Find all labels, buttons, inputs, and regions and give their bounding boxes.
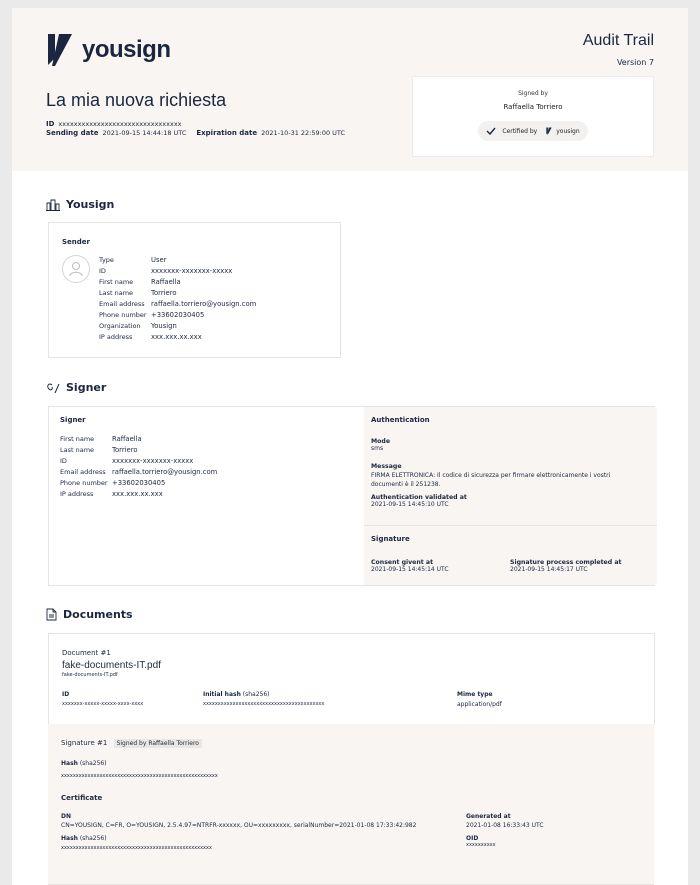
documents-section-title — [46, 608, 133, 621]
initial-hash-label: Initial hash — [203, 691, 241, 698]
sender-field-key: Organization — [99, 321, 141, 330]
authentication-panel — [364, 407, 657, 585]
signer-field — [60, 466, 350, 477]
document-icon — [46, 608, 57, 621]
signer-card — [48, 406, 655, 586]
documents-section-label: Documents — [63, 608, 133, 621]
generated-label: Generated at — [466, 813, 511, 820]
certified-brand: yousign — [556, 127, 580, 135]
expiration-date-value: 2021-10-31 22:59:00 UTC — [261, 129, 346, 137]
sender-field-value: Torriero — [151, 288, 177, 297]
signer-field-value: raffaella.torriero@yousign.com — [112, 467, 218, 476]
signer-field — [60, 444, 350, 455]
sender-field-key: First name — [99, 277, 134, 286]
document-card — [48, 633, 655, 725]
cert-hash-value: xxxxxxxxxxxxxxxxxxxxxxxxxxxxxxxxxxxxxxxxxxxxxxxxxxx — [61, 845, 212, 851]
certified-by-pill — [478, 121, 588, 141]
signature-number: Signature #1 — [61, 739, 108, 747]
initial-hash-value: xxxxxxxxxxxxxxxxxxxxxxxxxxxxxxxxxxxxxxxxx — [203, 701, 325, 707]
yousign-small-icon — [545, 127, 553, 135]
mode-value: sms — [371, 445, 384, 452]
signer-field — [60, 455, 350, 466]
hash-value: xxxxxxxxxxxxxxxxxxxxxxxxxxxxxxxxxxxxxxxxxxxxxxxxxxxxx — [61, 773, 218, 779]
audit-trail-title: Audit Trail — [582, 32, 654, 49]
signer-fields — [60, 433, 350, 499]
id-label: ID — [46, 120, 55, 128]
certified-by-label: Certified by — [502, 127, 538, 135]
yousign-logo — [46, 30, 171, 70]
sender-field — [99, 298, 329, 309]
doc-id-label: ID — [62, 691, 70, 698]
sender-field — [99, 287, 329, 298]
completed-label: Signature process completed at — [510, 559, 622, 566]
signer-field — [60, 477, 350, 488]
cert-hash-block — [61, 835, 212, 851]
document-name: fake-documents-IT.pdf — [62, 660, 161, 671]
panel-divider — [364, 525, 657, 526]
sender-field — [99, 276, 329, 287]
initial-hash-algo: (sha256) — [242, 691, 270, 698]
mime-block — [457, 691, 502, 708]
document-number: Document #1 — [62, 649, 111, 657]
signer-field-key: Last name — [60, 445, 95, 454]
generated-value: 2021-01-08 16:33:43 UTC — [466, 822, 544, 829]
brand-name: yousign — [82, 36, 171, 63]
signer-field — [60, 488, 350, 499]
doc-id-value: xxxxxxx-xxxxx-xxxxx-xxxx-xxxx — [62, 701, 144, 707]
yousign-section-title — [46, 198, 114, 211]
hash-algo: (sha256) — [79, 760, 107, 767]
sender-field-value: Yousign — [151, 321, 177, 330]
signer-field-key: Email address — [60, 467, 106, 476]
signer-field-value: +33602030405 — [112, 478, 166, 487]
sender-field-key: Last name — [99, 288, 134, 297]
mime-label: Mime type — [457, 691, 493, 698]
sender-field-value: xxx.xxx.xx.xxx — [151, 332, 202, 341]
validated-block — [371, 494, 467, 508]
sender-field-value: +33602030405 — [151, 310, 205, 319]
dn-value: CN=YOUSIGN, C=FR, O=YOUSIGN, 2.5.4.97=NTRFR-xxxxxx, OU=xxxxxxxxx, serialNumber=2021-01-08 17:33:42:982 — [61, 822, 417, 829]
sender-field-key: IP address — [99, 332, 133, 341]
signer-field-value: xxx.xxx.xx.xxx — [112, 489, 163, 498]
avatar — [62, 255, 90, 283]
sender-card-title: Sender — [62, 238, 90, 246]
sending-date-value: 2021-09-15 14:44:18 UTC — [102, 129, 187, 137]
oid-label: OID — [466, 835, 479, 842]
signer-field-value: Raffaella — [112, 434, 142, 443]
request-meta — [46, 120, 353, 138]
initial-hash-block — [203, 691, 324, 707]
mime-value: application/pdf — [457, 701, 502, 708]
authentication-title-text: Authentication — [371, 416, 430, 424]
signer-section-title — [46, 381, 106, 394]
cert-hash-label: Hash — [61, 835, 78, 842]
signer-field-key: ID — [60, 456, 67, 465]
mode-label: Mode — [371, 438, 391, 445]
id-value: xxxxxxxxxxxxxxxxxxxxxxxxxxxxxxxx — [58, 120, 182, 128]
hash-block — [61, 760, 218, 779]
sender-field-value: Raffaella — [151, 277, 181, 286]
validated-value: 2021-09-15 14:45:10 UTC — [371, 501, 449, 508]
signer-card-title: Signer — [60, 416, 86, 424]
sending-date-label: Sending date — [46, 129, 99, 137]
expiration-date-label: Expiration date — [196, 129, 258, 137]
request-title: La mia nuova richiesta — [46, 90, 227, 110]
sender-field-value: raffaella.torriero@yousign.com — [151, 299, 257, 308]
sender-field-key: Email address — [99, 299, 145, 308]
consent-value: 2021-09-15 14:45:14 UTC — [371, 566, 449, 573]
sender-field — [99, 254, 329, 265]
consent-block — [371, 559, 449, 573]
checkmark-icon — [486, 127, 496, 135]
signed-by-name: Raffaella Torriero — [503, 103, 563, 111]
sender-field-value: User — [151, 255, 167, 264]
yousign-logo-icon — [46, 32, 74, 68]
signature-title-text: Signature — [371, 535, 410, 543]
certificate-label: Certificate — [61, 794, 103, 802]
signer-field-value: Torriero — [112, 445, 138, 454]
user-icon — [69, 261, 83, 277]
hash-label: Hash — [61, 760, 78, 767]
sender-field — [99, 309, 329, 320]
header — [12, 8, 688, 171]
doc-id-block — [62, 691, 143, 707]
signed-by-label: Signed by — [518, 90, 548, 97]
sender-fields — [99, 254, 329, 342]
signature-heading — [61, 739, 202, 748]
signer-field-key: First name — [60, 434, 95, 443]
signed-by-badge: Signed by Raffaella Torriero — [114, 739, 202, 748]
signer-section-label: Signer — [66, 381, 107, 394]
signature-details — [48, 724, 654, 885]
signature-pen-icon — [46, 382, 60, 394]
validated-label: Authentication validated at — [371, 494, 467, 501]
version-label: Version 7 — [616, 58, 654, 67]
sender-field — [99, 331, 329, 342]
dn-block — [61, 813, 416, 829]
signer-field — [60, 433, 350, 444]
building-icon — [46, 199, 60, 211]
cert-hash-algo: (sha256) — [79, 835, 107, 842]
signed-by-box — [412, 76, 654, 157]
message-value: FIRMA ELETTRONICA: Il codice di sicurezza per firmare elettronicamente i vostri documenti è il 251238. — [371, 472, 611, 488]
message-label: Message — [371, 463, 402, 470]
sender-field-key: Type — [99, 255, 114, 264]
oid-block — [466, 835, 496, 848]
consent-label: Consent givent at — [371, 559, 434, 566]
signer-field-value: xxxxxxx-xxxxxxx-xxxxx — [112, 456, 194, 465]
signer-field-key: IP address — [60, 489, 94, 498]
completed-block — [510, 559, 621, 573]
audit-trail-page — [12, 8, 688, 885]
oid-value: xxxxxxxxxx — [466, 842, 496, 848]
sender-field-key: Phone number — [99, 310, 147, 319]
yousign-section-label: Yousign — [66, 198, 115, 211]
sender-card — [48, 222, 341, 358]
signer-field-key: Phone number — [60, 478, 108, 487]
sender-field-key: ID — [99, 266, 106, 275]
authentication-title — [371, 416, 430, 424]
message-block — [371, 462, 641, 489]
generated-block — [466, 813, 544, 829]
sender-field-value: xxxxxxx-xxxxxxx-xxxxx — [151, 266, 233, 275]
document-subname: fake-documents-IT.pdf — [62, 672, 118, 678]
signature-title — [371, 535, 410, 543]
completed-value: 2021-09-15 14:45:17 UTC — [510, 566, 588, 573]
sender-field — [99, 320, 329, 331]
sender-field — [99, 265, 329, 276]
dn-label: DN — [61, 813, 72, 820]
mode-block — [371, 438, 390, 452]
